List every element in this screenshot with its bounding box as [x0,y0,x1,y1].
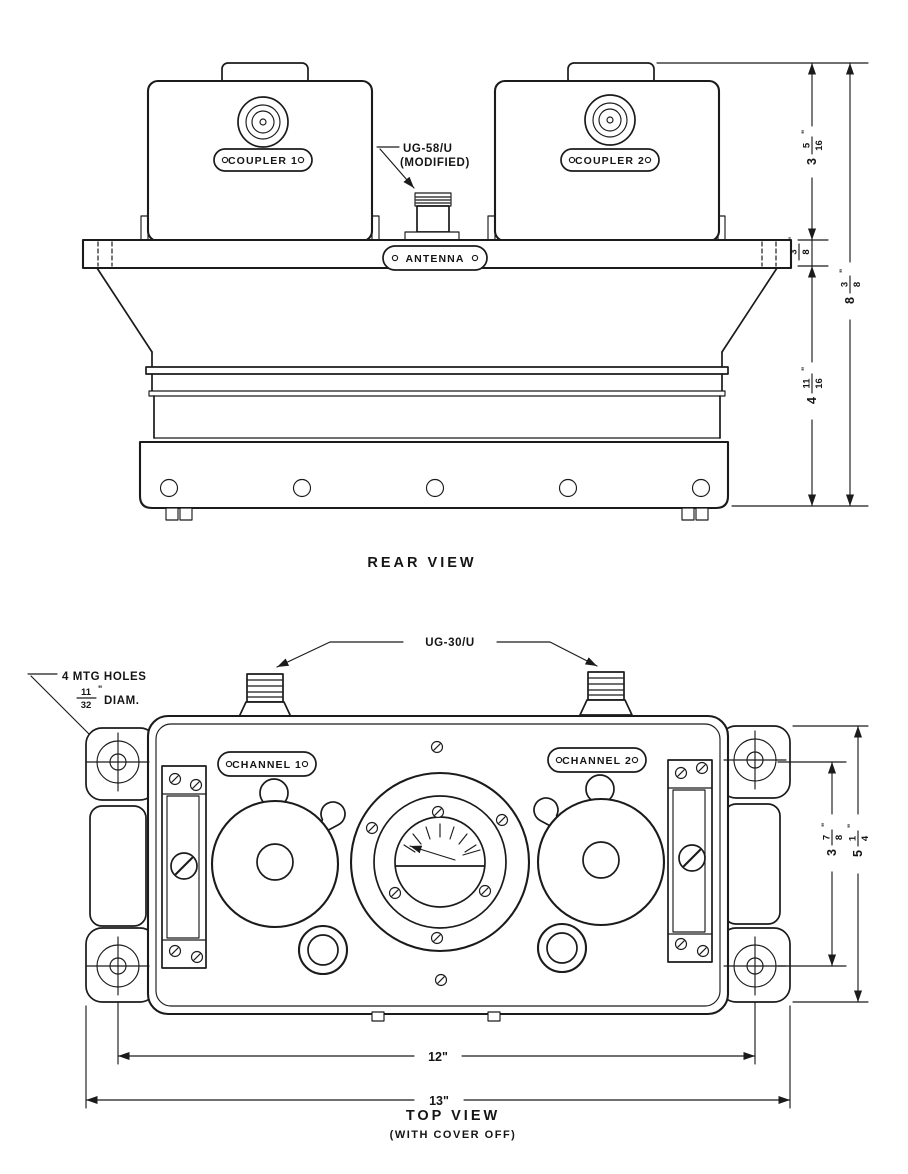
svg-text:4: 4 [860,835,871,842]
svg-text:4: 4 [805,397,819,404]
svg-text:3: 3 [788,249,800,255]
svg-text:11: 11 [80,687,92,698]
channel1-label: CHANNEL 1 [232,759,302,771]
top-view [28,637,871,1141]
top-view-right-dimensions [778,726,871,1002]
dim-overall-width: 13" [429,1094,449,1108]
rear-view-caption: REAR VIEW [367,555,477,571]
foot [166,508,178,520]
channel2-label: CHANNEL 2 [562,755,632,767]
ug58-callout-line2: (MODIFIED) [400,157,470,169]
svg-text:7: 7 [821,834,833,841]
flange-top-left [86,728,156,800]
svg-text:16: 16 [814,140,825,151]
dim-lower-height [800,367,825,404]
ug58-callout [377,143,470,188]
svg-text:": " [820,822,830,827]
svg-text:3: 3 [825,849,839,856]
antenna-name-plate [383,246,487,270]
mtg-callout-line1: 4 MTG HOLES [62,671,147,683]
svg-text:5: 5 [801,142,813,149]
jack-channel1 [299,926,347,974]
dim-coupler-height [800,130,825,165]
dim-overall-depth [846,824,871,857]
top-view-subcaption: (WITH COVER OFF) [389,1129,517,1141]
case-bottom-tab [372,1012,384,1021]
svg-text:16: 16 [814,378,825,389]
left-bracket [162,766,206,968]
svg-text:": " [800,129,810,134]
top-view-bottom-dimensions [86,1002,790,1108]
svg-text:1: 1 [847,835,859,842]
svg-text:5: 5 [851,850,865,857]
svg-text:": " [800,366,810,371]
ug30-connector-right [580,672,632,715]
svg-text:8: 8 [843,297,857,304]
antenna-label: ANTENNA [405,253,465,265]
panel-screw [436,975,447,986]
rear-view [83,63,868,571]
svg-text:": " [846,823,856,828]
side-tab-left [90,806,146,926]
foot [696,508,708,520]
ug58-connector [405,193,459,242]
svg-text:3: 3 [839,281,851,288]
jack-channel2 [538,924,586,972]
ug58-callout-line1: UG-58/U [403,143,453,155]
channel2-name-plate [548,748,646,772]
coupler2-name-plate [561,149,659,171]
channel1-name-plate [218,752,316,776]
dim-hole-spacing-horizontal: 12" [428,1050,448,1064]
svg-text:3: 3 [805,158,819,165]
ug30-callout [277,637,597,667]
dim-hole-spacing-vertical [820,823,845,856]
right-bracket [668,760,712,962]
ug30-callout-label: UG-30/U [425,637,475,649]
side-tab-right [724,804,780,924]
foot [682,508,694,520]
case-bottom-tab [488,1012,500,1021]
coupler2-label: COUPLER 2 [575,155,645,167]
foot [180,508,192,520]
svg-text:8: 8 [852,281,863,288]
svg-text:8: 8 [834,834,845,841]
svg-text:": " [787,236,797,241]
svg-text:": " [838,268,848,273]
coupler1-label: COUPLER 1 [228,155,298,167]
ug30-connector-left [239,674,291,717]
panel-screw [432,742,443,753]
tuning-meter [351,773,529,951]
dim-overall-height [838,269,863,304]
coupler1-name-plate [214,149,312,171]
mtg-callout-suffix: DIAM. [104,695,140,707]
svg-text:32: 32 [80,700,92,711]
top-view-caption: TOP VIEW [405,1108,501,1124]
svg-text:": " [98,684,103,694]
svg-text:11: 11 [801,378,813,389]
antenna-body [97,268,777,520]
svg-text:8: 8 [801,249,812,255]
